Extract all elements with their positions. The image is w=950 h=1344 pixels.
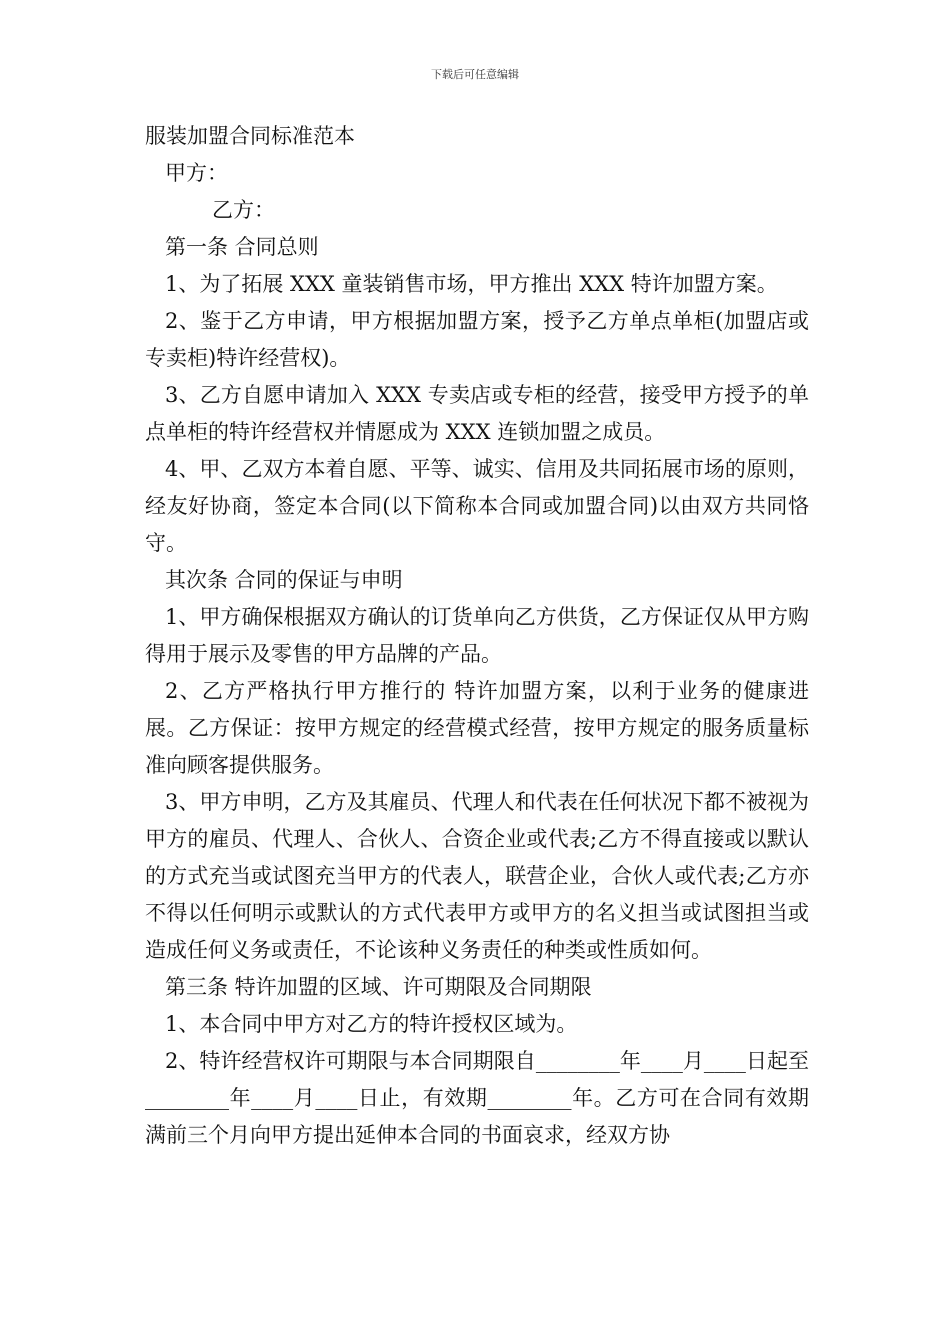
- article-1-heading: 第一条 合同总则: [165, 235, 319, 259]
- party-a-label: 甲方：: [165, 161, 228, 185]
- article-3-heading: 第三条 特许加盟的区域、许可期限及合同期限: [165, 975, 592, 999]
- document-body: [145, 118, 809, 1154]
- party-b-label: 乙方：: [212, 198, 275, 222]
- article-3-item-1: 1、本合同中甲方对乙方的特许授权区域为。: [165, 1012, 578, 1036]
- article-1-item-3: 3、乙方自愿申请加入 XXX 专卖店或专柜的经营，接受甲方授予的单点单柜的特许经营权并情愿成为 XXX 连锁加盟之成员。: [145, 383, 809, 444]
- article-2-item-3: 3、甲方申明，乙方及其雇员、代理人和代表在任何状况下都不被视为甲方的雇员、代理人、合伙人、合资企业或代表;乙方不得直接或以默认的方式充当或试图充当甲方的代表人，联营企业，合伙人或代表;乙方亦不得以任何明示或默认的方式代表甲方或甲方的名义担当或试图担当或造成任何义务或责任，不论该种义务责任的种类或性质如何。: [145, 790, 809, 962]
- header-note: 下载后可任意编辑: [431, 68, 519, 81]
- article-2-item-2: 2、乙方严格执行甲方推行的 特许加盟方案，以利于业务的健康进展。乙方保证：按甲方规定的经营模式经营，按甲方规定的服务质量标准向顾客提供服务。: [145, 679, 809, 777]
- article-3-item-2: 2、特许经营权许可期限与本合同期限自________年____月____日起至________年____月____日止，有效期________年。乙方可在合同有效期满前三个月向甲方提出延伸本合同的书面哀求，经双方协: [145, 1049, 809, 1147]
- article-1-item-1: 1、为了拓展 XXX 童装销售市场，甲方推出 XXX 特许加盟方案。: [165, 272, 778, 296]
- article-1-item-4: 4、甲、乙双方本着自愿、平等、诚实、信用及共同拓展市场的原则，经友好协商，签定本合同(以下简称本合同或加盟合同)以由双方共同恪守。: [145, 457, 809, 555]
- article-2-heading: 其次条 合同的保证与申明: [165, 568, 403, 592]
- article-2-item-1: 1、甲方确保根据双方确认的订货单向乙方供货，乙方保证仅从甲方购得用于展示及零售的甲方品牌的产品。: [145, 605, 809, 666]
- document-title: 服装加盟合同标准范本: [145, 124, 355, 148]
- article-1-item-2: 2、鉴于乙方申请，甲方根据加盟方案，授予乙方单点单柜(加盟店或专卖柜)特许经营权)。: [145, 309, 809, 370]
